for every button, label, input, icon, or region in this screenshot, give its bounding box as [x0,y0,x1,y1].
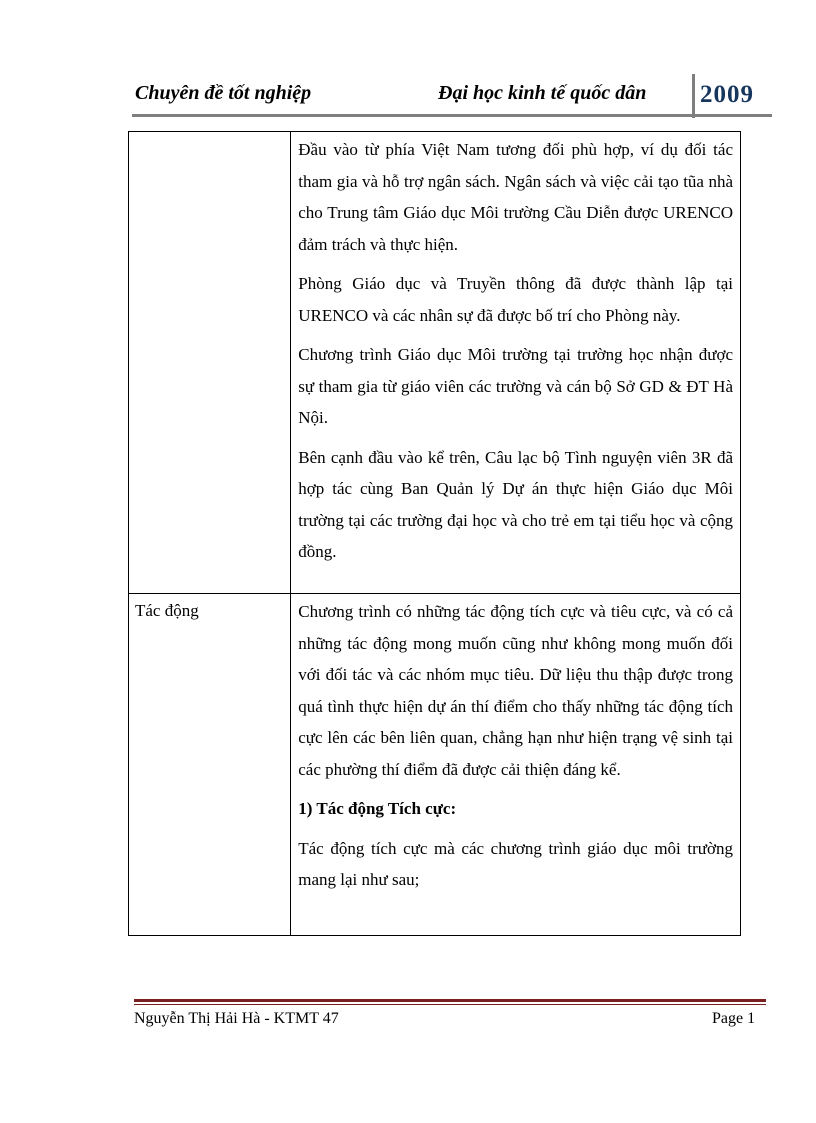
section-heading: 1) Tác động Tích cực: [298,799,457,818]
row-label [129,132,290,139]
paragraph: Chương trình có những tác động tích cực và tiêu cực, và có cả những tác động mong muốn cũng như không mong muốn đối với đối tác và các nhóm mục tiêu. Dữ liệu thu thập được trong quá tình thực hiện dự án thí điểm cho thấy những tác động tích cực lên các bên liên quan, chẳng hạn như hiện trạng vệ sinh tại các phường thí điểm đã được cải thiện đáng kể. [298,602,733,779]
table-row [129,594,741,936]
footer-author: Nguyễn Thị Hải Hà - KTMT 47 [134,1010,339,1027]
footer-rule [134,999,766,1002]
table-row [129,132,741,594]
header-university: Đại học kinh tế quốc dân [438,82,647,104]
paragraph: Chương trình Giáo dục Môi trường tại trường học nhận được sự tham gia từ giáo viên các trường và cán bộ Sở GD & ĐT Hà Nội. [298,345,733,427]
footer-page-number: Page 1 [712,1010,756,1027]
header-left-title: Chuyên đề tốt nghiệp [135,82,312,104]
content-table [128,131,741,936]
header-divider [692,74,695,118]
row-label-cell [129,594,291,936]
paragraph: Phòng Giáo dục và Truyền thông đã được thành lập tại URENCO và các nhân sự đã được bố trí cho Phòng này. [298,274,733,325]
paragraph: Bên cạnh đầu vào kể trên, Câu lạc bộ Tình nguyện viên 3R đã hợp tác cùng Ban Quản lý Dự án thực hiện Giáo dục Môi trường tại các trường đại học và cho trẻ em tại tiểu học và cộng đồng. [298,447,733,561]
paragraph: Tác động tích cực mà các chương trình giáo dục môi trường mang lại như sau; [298,838,733,889]
header-rule [132,114,772,117]
page-header [0,0,816,120]
row-content-cell [291,132,741,594]
header-year: 2009 [700,81,754,108]
row-label: Tác động [135,601,199,620]
paragraph: Đầu vào từ phía Việt Nam tương đối phù hợp, ví dụ đối tác tham gia và hỗ trợ ngân sách. Ngân sách và việc cải tạo tũa nhà cho Trung tâm Giáo dục Môi trường Cầu Diễn được URENCO đảm trách và thực hiện. [298,140,733,254]
row-label-cell [129,132,291,594]
footer-rule-thin [134,1004,766,1005]
row-content-cell [291,594,741,936]
